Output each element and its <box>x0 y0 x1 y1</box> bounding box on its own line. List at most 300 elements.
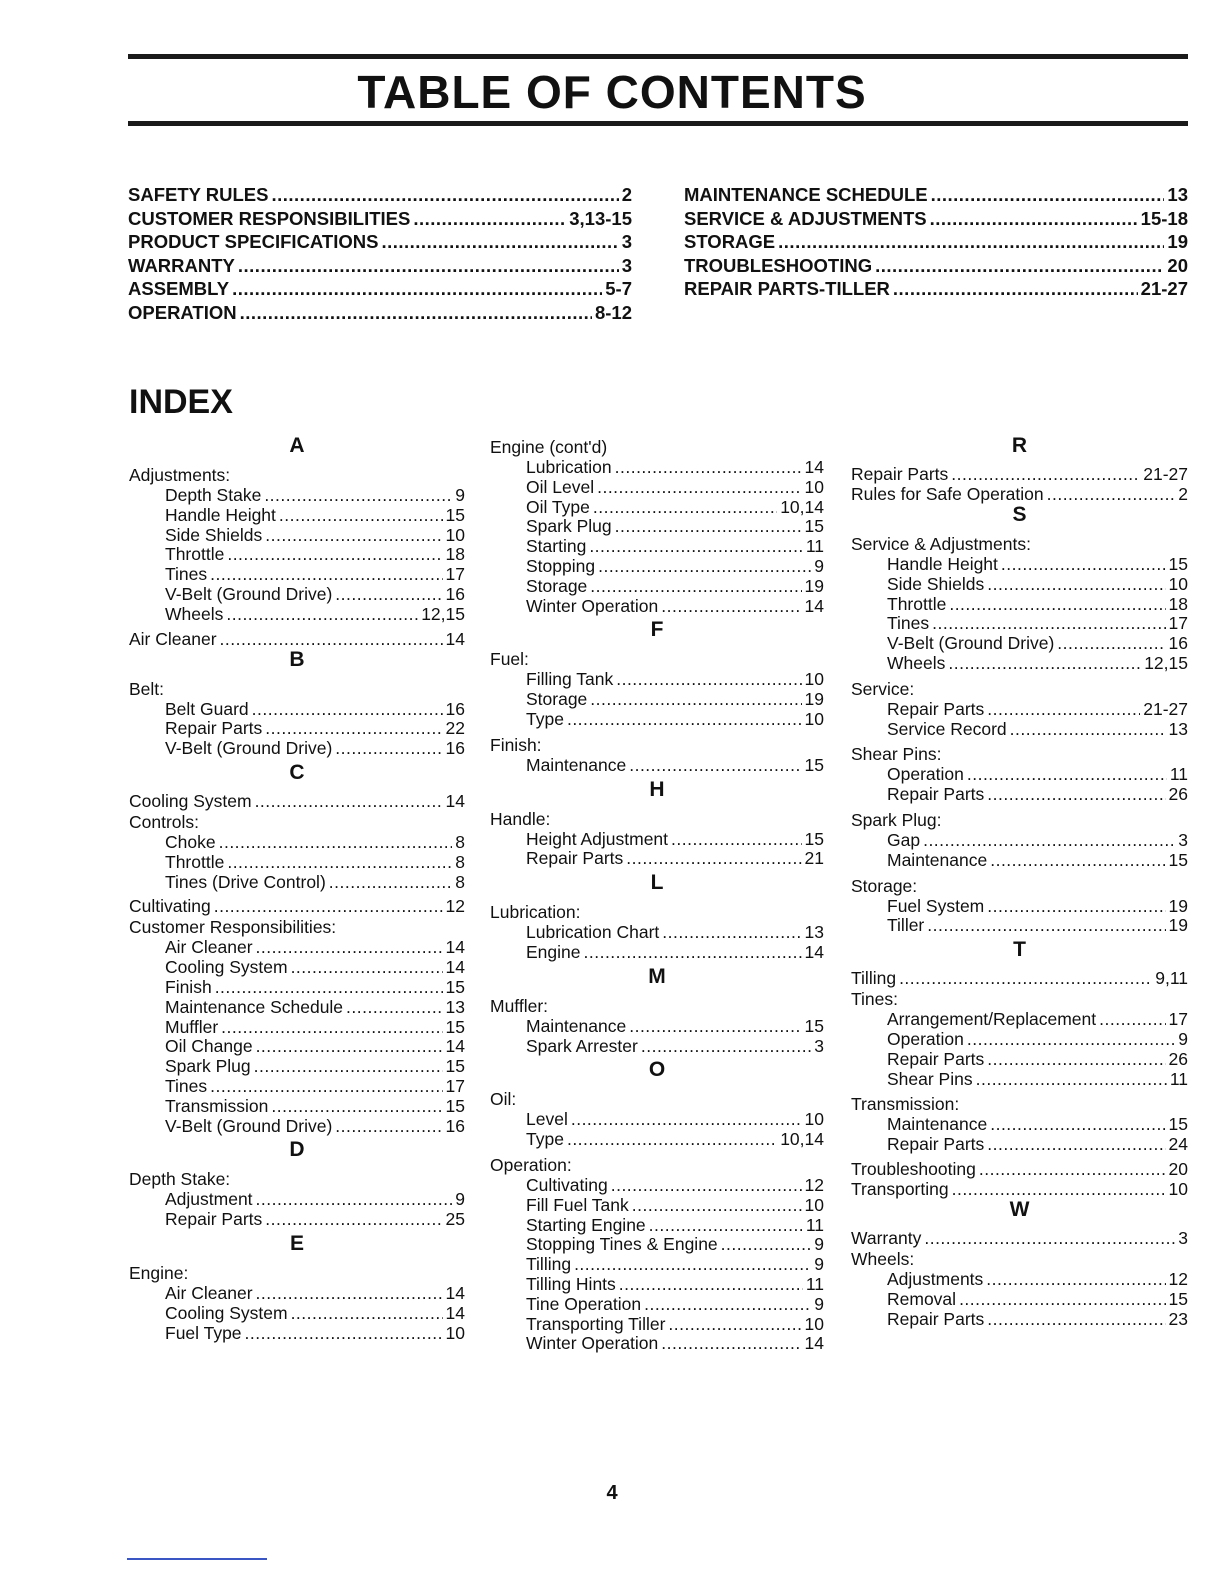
dot-leader <box>899 968 1152 988</box>
index-group-title: Engine: <box>129 1262 189 1283</box>
dot-leader <box>590 690 801 710</box>
dot-leader <box>210 1077 442 1097</box>
index-entry <box>851 968 1188 988</box>
dot-leader <box>210 565 442 585</box>
index-subentry <box>165 958 465 978</box>
index-subentry <box>887 1310 1188 1330</box>
index-letter-heading: H <box>649 777 665 801</box>
index-subentries <box>129 1284 465 1343</box>
index-subentry <box>526 498 824 518</box>
dot-leader <box>265 1210 442 1230</box>
dot-leader <box>232 278 602 300</box>
index-subentries <box>129 938 465 1136</box>
dot-leader <box>987 575 1165 595</box>
entry-title: Fuel System <box>887 895 985 916</box>
entry-page: 16 <box>445 1115 465 1136</box>
index-subentry <box>165 700 465 720</box>
index-subentry <box>887 1115 1188 1135</box>
entry-title: Tines <box>165 1075 208 1096</box>
toc-entry <box>684 184 1188 208</box>
entry-page: 9 <box>814 555 824 576</box>
entry-page: 10 <box>445 524 465 545</box>
entry-title: Tines <box>887 613 930 634</box>
entry-title: Arrangement/Replacement <box>887 1009 1097 1030</box>
index-subentry <box>887 614 1188 634</box>
dot-leader <box>626 849 801 869</box>
dot-leader <box>987 1135 1165 1155</box>
dot-leader <box>256 1284 443 1304</box>
dot-leader <box>256 1037 443 1057</box>
entry-title: Stopping <box>526 555 596 576</box>
dot-leader <box>271 184 618 206</box>
index-subentry <box>887 765 1188 785</box>
entry-page: 8 <box>455 831 465 852</box>
dot-leader <box>661 597 801 617</box>
entry-page: 14 <box>445 937 465 958</box>
dot-leader <box>227 545 442 565</box>
dot-leader <box>265 526 442 546</box>
entry-page: 13 <box>1167 184 1188 205</box>
entry-page: 11 <box>805 536 824 557</box>
entry-page: 17 <box>1168 1009 1188 1030</box>
entry-title: Lubrication Chart <box>526 922 660 943</box>
index-subentry <box>526 670 824 690</box>
index-subentry <box>165 526 465 546</box>
dot-leader <box>1001 555 1166 575</box>
entry-page: 16 <box>445 583 465 604</box>
index-entry <box>851 1179 1188 1199</box>
entry-page: 20 <box>1167 254 1188 276</box>
index-column-1 <box>129 436 465 1347</box>
index-entry <box>129 629 465 649</box>
index-subentry <box>165 1190 465 1210</box>
entry-page: 15 <box>1168 1288 1188 1309</box>
index-subentry <box>887 1070 1188 1090</box>
index-subentry <box>526 1176 824 1196</box>
entry-title: Belt Guard <box>165 698 249 719</box>
index-subentry <box>526 1255 824 1275</box>
dot-leader <box>924 1228 1175 1248</box>
dot-leader <box>893 278 1138 300</box>
dot-leader <box>271 1097 442 1117</box>
dot-leader <box>265 719 442 739</box>
toc-entry <box>128 278 632 302</box>
index-group <box>490 1154 824 1354</box>
entry-page: 9,11 <box>1155 968 1188 989</box>
index-subentry <box>887 634 1188 654</box>
toc-entry <box>684 231 1188 255</box>
entry-title: Spark Plug <box>165 1056 251 1077</box>
entry-page: 13 <box>804 922 824 943</box>
index-subentry <box>887 1010 1188 1030</box>
entry-title: Rules for Safe Operation <box>851 484 1044 504</box>
entry-page: 14 <box>445 1302 465 1323</box>
dot-leader <box>671 830 802 850</box>
entry-page: 15 <box>804 516 824 537</box>
entry-page: 11 <box>805 1214 824 1235</box>
entry-title: Repair Parts <box>887 1308 985 1329</box>
entry-title: Maintenance <box>887 849 988 870</box>
index-group-title: Service & Adjustments: <box>851 534 1031 554</box>
entry-title: Height Adjustment <box>526 828 669 849</box>
entry-page: 10 <box>804 476 824 497</box>
index-group <box>490 648 824 729</box>
dot-leader <box>990 851 1165 871</box>
entry-page: 19 <box>1167 231 1188 253</box>
entry-page: 10 <box>1168 1178 1188 1199</box>
dot-leader <box>1057 634 1165 654</box>
entry-page: 12,15 <box>1144 652 1188 673</box>
index-entry <box>851 484 1188 504</box>
entry-title: Transporting Tiller <box>526 1313 666 1334</box>
index-group-title: Fuel: <box>490 649 529 670</box>
entry-page: 10,14 <box>780 1129 824 1150</box>
index-subentry <box>526 557 824 577</box>
entry-title: Fill Fuel Tank <box>526 1194 629 1215</box>
toc-entry <box>684 208 1188 232</box>
index-subentry <box>526 849 824 869</box>
entry-title: Repair Parts <box>851 464 949 484</box>
index-subentries <box>851 831 1188 871</box>
dot-leader <box>238 255 619 277</box>
dot-leader <box>641 1037 811 1057</box>
dot-leader <box>990 1115 1165 1135</box>
index-subentry <box>165 978 465 998</box>
index-subentry <box>887 897 1188 917</box>
index-subentry <box>165 1097 465 1117</box>
entry-title: Repair Parts <box>887 698 985 719</box>
entry-title: Cultivating <box>526 1174 608 1195</box>
dot-leader <box>256 1190 453 1210</box>
entry-page: 14 <box>445 790 465 811</box>
index-group-title: Transmission: <box>851 1094 960 1115</box>
index-subentry <box>887 785 1188 805</box>
index-subentries <box>851 1115 1188 1155</box>
dot-leader <box>649 1216 803 1236</box>
entry-title: Repair Parts <box>165 1209 263 1230</box>
index-subentry <box>526 830 824 850</box>
index-group <box>129 1168 465 1230</box>
entry-page: 3,13-15 <box>569 207 632 229</box>
dot-leader <box>644 1295 811 1315</box>
index-subentry <box>165 565 465 585</box>
index-subentry <box>526 1037 824 1057</box>
dot-leader <box>927 916 1165 936</box>
index-letter-heading: D <box>289 1138 305 1162</box>
entry-title: Tines <box>165 564 208 585</box>
entry-title: Adjustment <box>165 1189 253 1210</box>
dot-leader <box>987 1050 1165 1070</box>
entry-title: Stopping Tines & Engine <box>526 1234 718 1255</box>
index-subentry <box>526 577 824 597</box>
index-subentry <box>887 720 1188 740</box>
entry-page: 19 <box>1168 915 1188 936</box>
dot-leader <box>214 896 443 916</box>
entry-page: 15 <box>804 1015 824 1036</box>
entry-page: 8 <box>455 871 465 892</box>
entry-page: 11 <box>1169 1068 1188 1089</box>
dot-leader <box>616 670 801 690</box>
index-group-title: Controls: <box>129 811 200 832</box>
entry-title: MAINTENANCE SCHEDULE <box>684 184 928 205</box>
dot-leader <box>979 1159 1166 1179</box>
index-letter-heading: S <box>1012 503 1027 526</box>
index-letter-heading: E <box>289 1231 304 1255</box>
dot-leader <box>967 1030 1175 1050</box>
entry-page: 10 <box>804 1109 824 1130</box>
entry-title: PRODUCT SPECIFICATIONS <box>128 231 379 253</box>
dot-leader <box>986 1270 1165 1290</box>
entry-title: SAFETY RULES <box>128 184 269 205</box>
entry-page: 9 <box>455 1189 465 1210</box>
entry-page: 10 <box>804 669 824 690</box>
entry-page: 16 <box>445 738 465 759</box>
index-group <box>851 809 1188 871</box>
entry-title: Starting Engine <box>526 1214 646 1235</box>
index-entry <box>851 1228 1188 1248</box>
entry-page: 9 <box>814 1293 824 1314</box>
dot-leader <box>279 506 443 526</box>
index-group <box>129 464 465 625</box>
entry-page: 3 <box>621 254 632 276</box>
entry-page: 11 <box>1169 764 1188 785</box>
entry-title: Cooling System <box>165 957 288 978</box>
entry-page: 10 <box>804 1313 824 1334</box>
entry-page: 12 <box>804 1174 824 1195</box>
entry-title: Adjustments <box>887 1268 984 1289</box>
index-subentries <box>490 830 824 870</box>
index-subentry <box>526 1130 824 1150</box>
entry-page: 14 <box>804 595 824 616</box>
index-subentry <box>526 478 824 498</box>
index-letter-heading: C <box>289 760 305 784</box>
entry-title: Fuel Type <box>165 1322 242 1343</box>
index-group-title: Engine (cont'd) <box>490 437 608 457</box>
entry-title: Air Cleaner <box>129 628 217 649</box>
entry-page: 9 <box>814 1234 824 1255</box>
entry-page: 3 <box>1178 1227 1188 1248</box>
index-subentry <box>165 873 465 893</box>
index-group-title: Muffler: <box>490 995 549 1016</box>
entry-title: Level <box>526 1109 568 1130</box>
entry-title: Choke <box>165 831 216 852</box>
index-group <box>490 436 824 616</box>
entry-page: 10 <box>1168 573 1188 594</box>
index-group-title: Wheels: <box>851 1248 915 1269</box>
entry-title: ASSEMBLY <box>128 278 230 300</box>
entry-title: Type <box>526 708 564 729</box>
toc-left-column <box>128 184 632 326</box>
entry-page: 14 <box>445 1282 465 1303</box>
dot-leader <box>264 486 452 506</box>
entry-page: 15-18 <box>1140 207 1188 229</box>
index-letter-heading: L <box>650 871 664 895</box>
entry-page: 14 <box>804 1333 824 1354</box>
index-letter-heading: O <box>648 1058 666 1082</box>
index-group <box>129 678 465 759</box>
dot-leader <box>987 1310 1165 1330</box>
index-group <box>851 875 1188 937</box>
entry-page: 15 <box>445 1095 465 1116</box>
index-subentry <box>887 1030 1188 1050</box>
entry-title: TROUBLESHOOTING <box>684 254 873 276</box>
dot-leader <box>932 614 1165 634</box>
index-subentry <box>526 1275 824 1295</box>
toc-entry <box>128 302 632 326</box>
entry-title: Repair Parts <box>887 1048 985 1069</box>
index-subentry <box>887 851 1188 871</box>
entry-title: Maintenance <box>526 754 627 775</box>
dot-leader <box>778 231 1164 253</box>
index-subentries <box>490 670 824 729</box>
entry-page: 9 <box>1178 1028 1188 1049</box>
index-letter-heading: M <box>648 964 666 988</box>
index-subentry <box>526 1216 824 1236</box>
index-subentries <box>851 765 1188 805</box>
index-group-title: Oil: <box>490 1089 517 1110</box>
index-subentry <box>526 710 824 730</box>
index-subentry <box>887 595 1188 615</box>
entry-title: Tilling <box>526 1254 572 1275</box>
index-subentries <box>851 897 1188 937</box>
index-letter-heading: B <box>289 647 305 671</box>
entry-title: Handle Height <box>165 504 276 525</box>
index-subentries <box>129 486 465 625</box>
dot-leader <box>931 184 1165 206</box>
index-subentry <box>526 1196 824 1216</box>
index-subentry <box>887 555 1188 575</box>
dot-leader <box>335 1117 442 1137</box>
index-group-title: Service: <box>851 678 915 699</box>
title-underline-rule <box>128 121 1188 126</box>
entry-title: Wheels <box>165 603 224 624</box>
index-subentry <box>165 486 465 506</box>
dot-leader <box>254 1057 443 1077</box>
entry-page: 26 <box>1168 1048 1188 1069</box>
index-subentry <box>165 585 465 605</box>
entry-page: 26 <box>1168 784 1188 805</box>
index-group <box>129 916 465 1136</box>
entry-page: 16 <box>445 698 465 719</box>
entry-page: 2 <box>621 184 632 205</box>
index-group-title: Operation: <box>490 1154 572 1175</box>
entry-page: 12 <box>445 896 465 917</box>
index-letter-heading: T <box>1013 938 1026 962</box>
entry-page: 16 <box>1168 633 1188 654</box>
entry-title: Maintenance <box>526 1015 627 1036</box>
dot-leader <box>629 1017 801 1037</box>
entry-title: Spark Arrester <box>526 1035 638 1056</box>
entry-page: 13 <box>1168 718 1188 739</box>
entry-title: Tilling Hints <box>526 1273 616 1294</box>
entry-page: 14 <box>445 628 465 649</box>
entry-page: 19 <box>1168 895 1188 916</box>
entry-page: 19 <box>804 689 824 710</box>
entry-title: Air Cleaner <box>165 937 253 958</box>
entry-title: Repair Parts <box>165 718 263 739</box>
dot-leader <box>721 1235 812 1255</box>
index-group <box>490 995 824 1057</box>
entry-title: Tiller <box>887 915 925 936</box>
entry-page: 14 <box>445 1036 465 1057</box>
index-subentry <box>165 1284 465 1304</box>
index-subentry <box>887 1290 1188 1310</box>
dot-leader <box>255 791 443 811</box>
index-subentry <box>165 1117 465 1137</box>
entry-title: Starting <box>526 536 587 557</box>
dot-leader <box>589 537 803 557</box>
entry-page: 13 <box>445 996 465 1017</box>
index-heading: INDEX <box>129 383 233 421</box>
index-subentry <box>526 1235 824 1255</box>
page-title: TABLE OF CONTENTS <box>357 66 867 118</box>
entry-page: 10 <box>804 1194 824 1215</box>
index-group-title: Customer Responsibilities: <box>129 917 337 938</box>
entry-page: 14 <box>804 941 824 962</box>
index-group <box>490 734 824 776</box>
entry-page: 8-12 <box>594 301 632 323</box>
dot-leader <box>987 785 1165 805</box>
index-subentry <box>165 1018 465 1038</box>
dot-leader <box>413 208 566 230</box>
entry-title: Engine <box>526 941 581 962</box>
entry-title: Handle Height <box>887 554 998 574</box>
entry-page: 17 <box>445 564 465 585</box>
entry-title: Cooling System <box>129 790 252 811</box>
index-group-title: Depth Stake: <box>129 1169 231 1190</box>
entry-page: 18 <box>445 544 465 565</box>
index-letter-heading: F <box>650 618 664 642</box>
entry-page: 24 <box>1168 1134 1188 1155</box>
index-subentry <box>165 1057 465 1077</box>
dot-leader <box>615 458 802 478</box>
entry-title: Throttle <box>887 593 947 614</box>
index-subentry <box>526 537 824 557</box>
dot-leader <box>987 897 1165 917</box>
toc-entry <box>684 278 1188 302</box>
dot-leader <box>611 1176 802 1196</box>
dot-leader <box>226 605 418 625</box>
index-subentries <box>851 1010 1188 1089</box>
entry-title: Troubleshooting <box>851 1158 976 1179</box>
index-group-title: Tines: <box>851 989 899 1010</box>
entry-title: STORAGE <box>684 231 776 253</box>
entry-title: Maintenance <box>887 1114 988 1135</box>
dot-leader <box>245 1324 443 1344</box>
toc-entry <box>128 231 632 255</box>
index-subentries <box>851 700 1188 740</box>
index-subentry <box>887 654 1188 674</box>
entry-title: Operation <box>887 764 964 785</box>
dot-leader <box>567 1130 777 1150</box>
dot-leader <box>329 873 452 893</box>
entry-title: V-Belt (Ground Drive) <box>165 1115 333 1136</box>
entry-page: 3 <box>814 1035 824 1056</box>
entry-title: Lubrication <box>526 457 612 477</box>
dot-leader <box>987 700 1140 720</box>
entry-page: 3 <box>1178 829 1188 850</box>
index-group <box>490 808 824 870</box>
index-subentries <box>490 1110 824 1150</box>
entry-title: Air Cleaner <box>165 1282 253 1303</box>
entry-title: Warranty <box>851 1227 922 1248</box>
entry-page: 15 <box>804 754 824 775</box>
entry-title: REPAIR PARTS-TILLER <box>684 278 890 300</box>
index-letter-heading: A <box>289 434 305 457</box>
dot-leader <box>381 231 618 253</box>
dot-leader <box>571 1110 802 1130</box>
entry-title: Throttle <box>165 544 225 565</box>
